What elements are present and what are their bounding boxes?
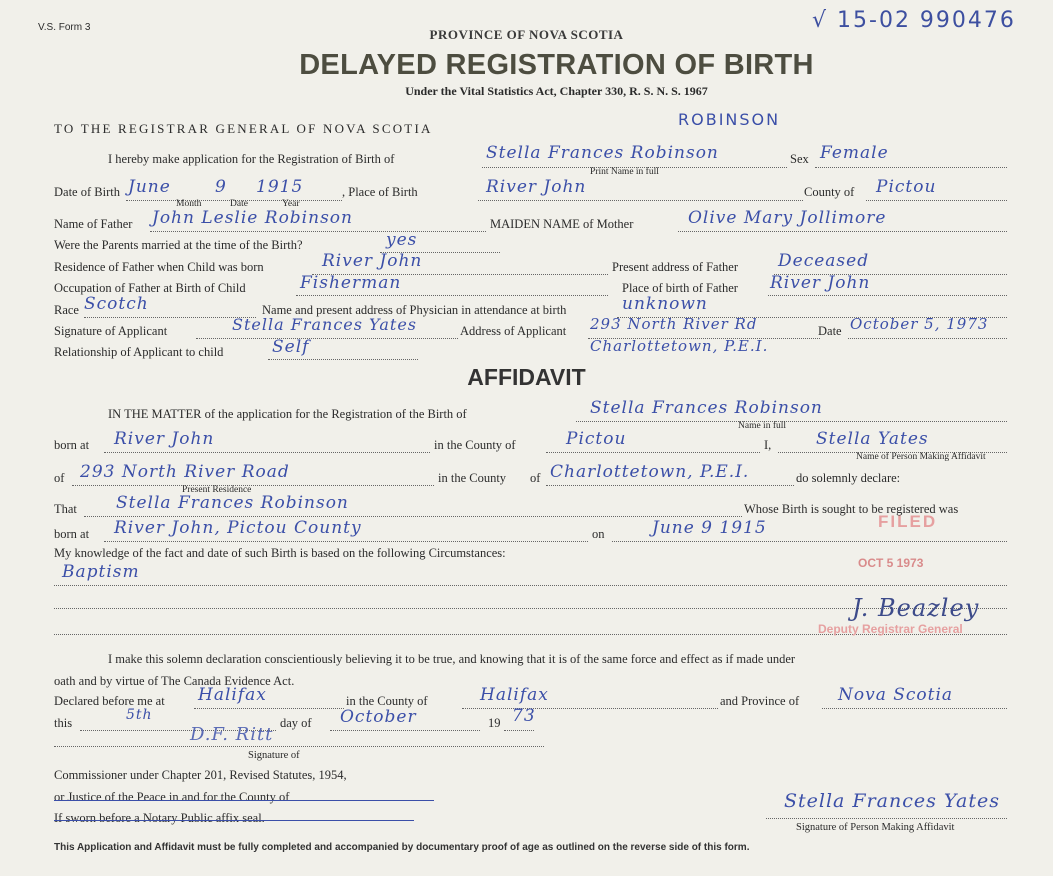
province-label: and Province of — [720, 694, 800, 708]
place-value: River John — [486, 177, 587, 197]
declared-month: October — [340, 707, 417, 727]
knowledge-label: My knowledge of the fact and date of such Birth is based on the following Circumstances: — [54, 546, 506, 560]
born-at2-value: River John, Pictou County — [114, 518, 362, 538]
sex-value: Female — [820, 143, 889, 163]
year-hint: Year — [282, 199, 300, 209]
occupation-value: Fisherman — [300, 273, 402, 293]
born-at2-label: born at — [54, 527, 90, 541]
i-label: I, — [764, 438, 772, 452]
affidavit-county: Pictou — [566, 429, 627, 449]
matter-label: IN THE MATTER of the application for the Registration of the Birth of — [108, 407, 467, 421]
province-value: Nova Scotia — [838, 685, 954, 705]
solemnly-declare-label: do solemnly declare: — [796, 471, 901, 485]
of-label: of — [54, 471, 65, 485]
father-address-value: Deceased — [778, 251, 870, 271]
applicant-address-label: Address of Applicant — [460, 324, 567, 338]
of2-label: of — [530, 471, 541, 485]
father-label: Name of Father — [54, 217, 133, 231]
name-in-full-hint: Name in full — [738, 421, 787, 431]
declared-county-label: in the County of — [346, 694, 428, 708]
married-label: Were the Parents married at the time of the Birth? — [54, 238, 303, 252]
commissioner-line-3: If sworn before a Notary Public affix seal. — [54, 811, 265, 825]
father-birthplace-label: Place of birth of Father — [622, 281, 738, 295]
on-label: on — [592, 527, 605, 541]
present-residence-hint: Present Residence — [182, 485, 252, 495]
print-name-hint: Print Name in full — [590, 167, 659, 177]
circumstances-value: Baptism — [62, 562, 140, 582]
date-value: October 5, 1973 — [850, 315, 989, 333]
in-the-county-label: in the County — [438, 471, 507, 485]
mother-label: MAIDEN NAME of Mother — [490, 217, 634, 231]
race-value: Scotch — [84, 294, 149, 314]
solemn-line-1: I make this solemn declaration conscientiously believing it to be true, and knowing that it is of the same force and effect as if made under — [108, 652, 796, 666]
dob-label: Date of Birth — [54, 185, 120, 199]
physician-label: Name and present address of Physician in attendance at birth — [262, 303, 567, 317]
year-suffix: 73 — [512, 706, 536, 726]
declared-label: Declared before me at — [54, 694, 165, 708]
commissioner-line-2: or Justice of the Peace in and for the County of — [54, 790, 290, 804]
applicant-address-value: 293 North River Rd — [590, 315, 758, 333]
signature-of-label: Signature of — [248, 750, 300, 761]
signature-label: Signature of Applicant — [54, 324, 168, 338]
county-label: County of — [804, 185, 855, 199]
relationship-value: Self — [272, 337, 310, 357]
deponent-name: Stella Yates — [816, 429, 929, 449]
form-code: V.S. Form 3 — [38, 22, 91, 33]
this-label: this — [54, 716, 73, 730]
act-subtitle: Under the Vital Statistics Act, Chapter 330, R. S. N. S. 1967 — [405, 84, 708, 98]
affidavit-name: Stella Frances Robinson — [590, 398, 823, 418]
on-date: June 9 1915 — [652, 518, 767, 538]
born-at-label: born at — [54, 438, 90, 452]
place-label: , Place of Birth — [342, 185, 418, 199]
day-of-label: day of — [280, 716, 312, 730]
dob-year: 1915 — [256, 177, 304, 197]
affidavit-county2: Charlottetown, P.E.I. — [550, 462, 750, 482]
deponent-signature: Stella Frances Yates — [784, 790, 1000, 812]
applicant-signature: Stella Frances Yates — [232, 315, 418, 334]
child-name: Stella Frances Robinson — [486, 143, 719, 163]
footer-instructions: This Application and Affidavit must be fully completed and accompanied by documentary proof of age as outlined on the reverse side of this form. — [54, 842, 750, 853]
commissioner-line-1: Commissioner under Chapter 201, Revised Statutes, 1954, — [54, 768, 347, 782]
residence-value: River John — [322, 251, 423, 271]
mother-value: Olive Mary Jollimore — [688, 208, 887, 228]
race-label: Race — [54, 303, 79, 317]
deponent-signature-label: Signature of Person Making Affidavit — [796, 822, 955, 833]
affidavit-residence: 293 North River Road — [80, 462, 290, 482]
month-hint: Month — [176, 199, 202, 209]
occupation-label: Occupation of Father at Birth of Child — [54, 281, 246, 295]
day-number: 5th — [126, 707, 153, 723]
relationship-label: Relationship of Applicant to child — [54, 345, 224, 359]
surname-annotation: ROBINSON — [678, 110, 781, 129]
form-title: DELAYED REGISTRATION OF BIRTH — [299, 49, 814, 81]
physician-value: unknown — [622, 294, 708, 314]
declared-county-value: Halifax — [480, 685, 549, 705]
stamp-role: Deputy Registrar General — [818, 622, 963, 636]
dob-day: 9 — [215, 177, 227, 197]
registrar-signature: J. Beazley — [852, 594, 980, 622]
married-value: yes — [386, 230, 418, 250]
that-label: That — [54, 502, 77, 516]
year-prefix: 19 — [488, 716, 501, 730]
whose-birth-label: Whose Birth is sought to be registered was — [744, 502, 959, 516]
father-address-label: Present address of Father — [612, 260, 739, 274]
dob-month: June — [128, 177, 171, 197]
father-birthplace-value: River John — [770, 273, 871, 293]
filed-stamp: FILED — [878, 512, 938, 531]
stamp-date: OCT 5 1973 — [858, 556, 924, 570]
date-label: Date — [818, 324, 842, 338]
application-label: I hereby make application for the Registration of Birth of — [108, 152, 395, 166]
residence-label: Residence of Father when Child was born — [54, 260, 264, 274]
father-value: John Leslie Robinson — [152, 208, 353, 228]
in-county-label: in the County of — [434, 438, 516, 452]
county-value: Pictou — [876, 177, 937, 197]
affidavit-heading: AFFIDAVIT — [467, 364, 586, 390]
addressee-line: TO THE REGISTRAR GENERAL OF NOVA SCOTIA — [54, 121, 433, 136]
province-heading: PROVINCE OF NOVA SCOTIA — [429, 27, 624, 42]
applicant-address-city: Charlottetown, P.E.I. — [590, 337, 769, 355]
sex-label: Sex — [790, 152, 809, 166]
solemn-line-2: oath and by virtue of The Canada Evidence Act. — [54, 674, 295, 688]
reference-number: √ 15-02 990476 — [812, 8, 1016, 33]
deponent-hint: Name of Person Making Affidavit — [856, 452, 986, 462]
commissioner-signature: D.F. Ritt — [190, 724, 274, 745]
declared-at-value: Halifax — [198, 685, 267, 705]
date-hint: Date — [230, 199, 248, 209]
born-at-value: River John — [114, 429, 215, 449]
that-name: Stella Frances Robinson — [116, 493, 349, 513]
